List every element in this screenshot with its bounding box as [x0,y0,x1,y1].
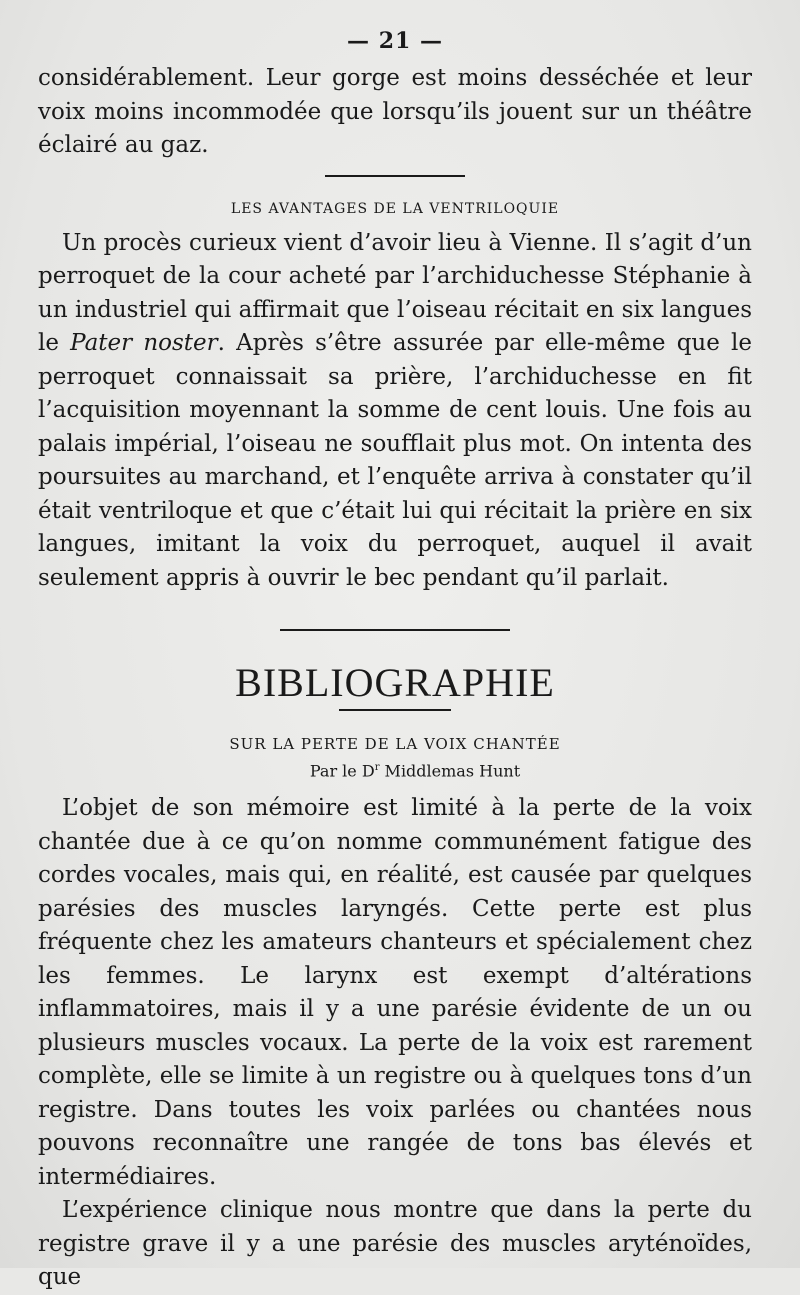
byline-superscript: r [374,762,380,773]
italic-title: Pater noster [70,330,218,356]
section-heading-ventriloquie: LES AVANTAGES DE LA VENTRILOQUIE [230,200,560,217]
section-divider [325,175,465,177]
major-divider [280,629,510,631]
byline-prefix: Par le D [309,761,375,781]
paragraph-text-end: . Après s’être assurée par elle-même que le perroquet connaissait sa prière, l’archiduchesse en fit l’acquisition moyennant la somme de cent louis. Une fois au palais impérial, l’oiseau ne soufflait plus mot. On intenta des poursuites au marchand, et l’enquête arriva à constater qu’il était ventriloque et que c’était lui qui récitait la prière en six langues, imitant la voix du perroquet, auquel il avait seulement appris à ouvrir le bec pendant qu’il parlait. [38,330,752,591]
bibliographie-paragraph-1: L’objet de son mémoire est limité à la perte de la voix chantée due à ce qu’on nomme communément fatigue des cordes vocales, mais qui, en réalité, est causée par quelques parésies des muscles laryngés. Cette perte est plus fréquente chez les amateurs chanteurs et spécialement chez les femmes. Le larynx est exempt d’altérations inflammatoires, mais il y a une parésie évidente de un ou plusieurs muscles vocaux. La perte de la voix est rarement complète, elle se limite à un registre ou à quelques tons d’un registre. Dans toutes les voix parlées ou chantées nous pouvons reconnaître une rangée de tons bas élevés et intermédiaires. [38,795,752,1190]
bibliographie-title: BIBLIOGRAPHIE [235,660,555,705]
byline-author: Middlemas Hunt [379,761,521,781]
paragraph-text-start: Un procès curieux vient d’avoir lieu à Vienne. Il s’agit d’un perroquet de la cour acheté par l’archiduchesse Stéphanie à un industriel qui affirmait que l’oiseau récitait en six langues le [38,229,752,356]
page-number: — 21 — [347,28,443,54]
article-subheading: SUR LA PERTE DE LA VOIX CHANTÉE [229,735,561,753]
ventriloquie-paragraph [38,227,752,596]
article-byline [38,755,752,784]
title-underline [339,709,451,711]
bibliographie-paragraph-2: L’expérience clinique nous montre que dans la perte du registre grave il y a une parésie des muscles aryténoïdes, que [38,1197,752,1291]
continuation-paragraph: considérablement. Leur gorge est moins desséchée et leur voix moins incommodée que lorsqu’ils jouent sur un théâtre éclairé au gaz. [38,65,752,158]
